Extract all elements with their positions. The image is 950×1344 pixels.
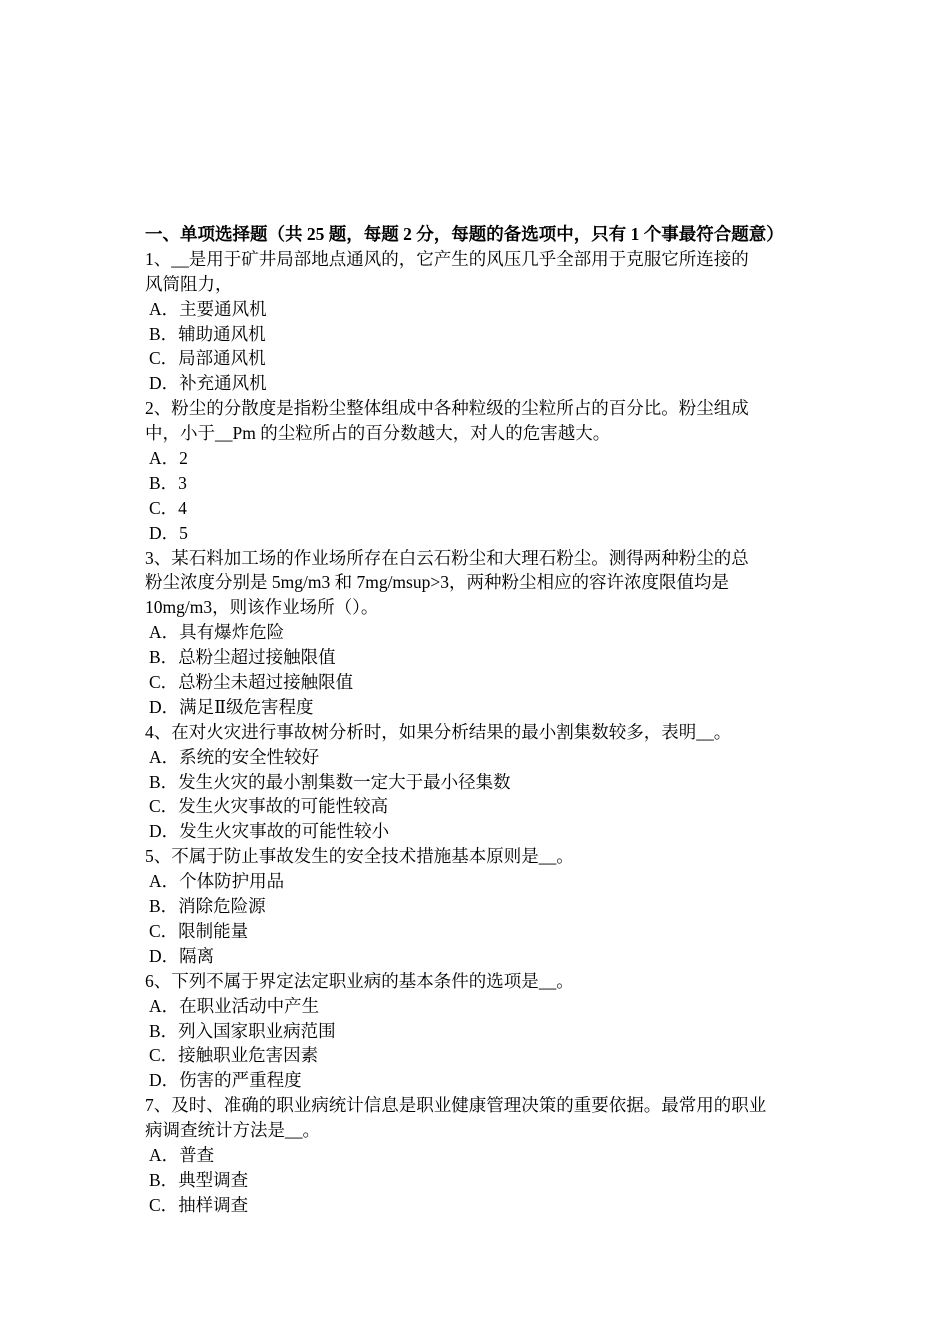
answer-option: B．消除危险源 (149, 896, 266, 917)
answer-option: D．补充通风机 (149, 373, 267, 394)
answer-option: D．5 (149, 522, 188, 543)
answer-option: D．伤害的严重程度 (149, 1070, 302, 1091)
question-2 (145, 396, 815, 545)
answer-option: C．抽样调查 (149, 1194, 249, 1215)
answer-option: D．隔离 (149, 945, 215, 966)
question-4 (145, 720, 815, 844)
question-stem-line: 3、某石料加工场的作业场所存在白云石粉尘和大理石粉尘。测得两种粉尘的总 (145, 547, 749, 568)
answer-option: A．个体防护用品 (149, 871, 285, 892)
answer-option: B．辅助通风机 (149, 323, 266, 344)
question-1 (145, 247, 815, 396)
answer-option: D．满足Ⅱ级危害程度 (149, 696, 314, 717)
answer-option: C．接触职业危害因素 (149, 1045, 319, 1066)
answer-option: B．列入国家职业病范围 (149, 1020, 336, 1041)
answer-option: A．具有爆炸危险 (149, 622, 285, 643)
question-stem-line: 粉尘浓度分别是 5mg/m3 和 7mg/msup>3，两种粉尘相应的容许浓度限值均是 (145, 572, 729, 593)
answer-option: B．总粉尘超过接触限值 (149, 647, 336, 668)
answer-option: A．普查 (149, 1144, 215, 1165)
answer-option: C．4 (149, 497, 187, 518)
question-stem-line: 中，小于__Pm 的尘粒所占的百分数越大，对人的危害越大。 (145, 423, 611, 444)
question-stem-line: 5、不属于防止事故发生的安全技术措施基本原则是__。 (145, 846, 574, 867)
answer-option: A．2 (149, 448, 188, 469)
question-stem-line: 病调查统计方法是__。 (145, 1120, 320, 1141)
answer-option: C．局部通风机 (149, 348, 266, 369)
answer-option: B．3 (149, 472, 187, 493)
section-heading: 一、单项选择题（共 25 题，每题 2 分，每题的备选项中，只有 1 个事最符合题意） (145, 224, 784, 244)
question-7 (145, 1093, 815, 1217)
question-stem-line: 1、__是用于矿井局部地点通风的，它产生的风压几乎全部用于克服它所连接的 (145, 248, 749, 269)
document-body (145, 222, 815, 1218)
question-stem-line: 6、下列不属于界定法定职业病的基本条件的选项是__。 (145, 970, 574, 991)
question-stem-line: 10mg/m3，则该作业场所（）。 (145, 597, 379, 618)
question-3 (145, 546, 815, 720)
answer-option: A．系统的安全性较好 (149, 746, 320, 767)
answer-option: C．发生火灾事故的可能性较高 (149, 796, 389, 817)
answer-option: C．限制能量 (149, 920, 249, 941)
question-stem-line: 4、在对火灾进行事故树分析时，如果分析结果的最小割集数较多，表明__。 (145, 721, 732, 742)
question-6 (145, 969, 815, 1093)
answer-option: B．典型调查 (149, 1169, 249, 1190)
question-5 (145, 844, 815, 968)
question-list (145, 247, 815, 1218)
question-stem-line: 7、及时、准确的职业病统计信息是职业健康管理决策的重要依据。最常用的职业 (145, 1095, 767, 1116)
answer-option: B．发生火灾的最小割集数一定大于最小径集数 (149, 771, 511, 792)
answer-option: A．主要通风机 (149, 298, 267, 319)
answer-option: A．在职业活动中产生 (149, 995, 320, 1016)
question-stem-line: 风筒阻力， (145, 273, 233, 294)
answer-option: D．发生火灾事故的可能性较小 (149, 821, 390, 842)
answer-option: C．总粉尘未超过接触限值 (149, 672, 354, 693)
question-stem-line: 2、粉尘的分散度是指粉尘整体组成中各种粒级的尘粒所占的百分比。粉尘组成 (145, 398, 749, 419)
